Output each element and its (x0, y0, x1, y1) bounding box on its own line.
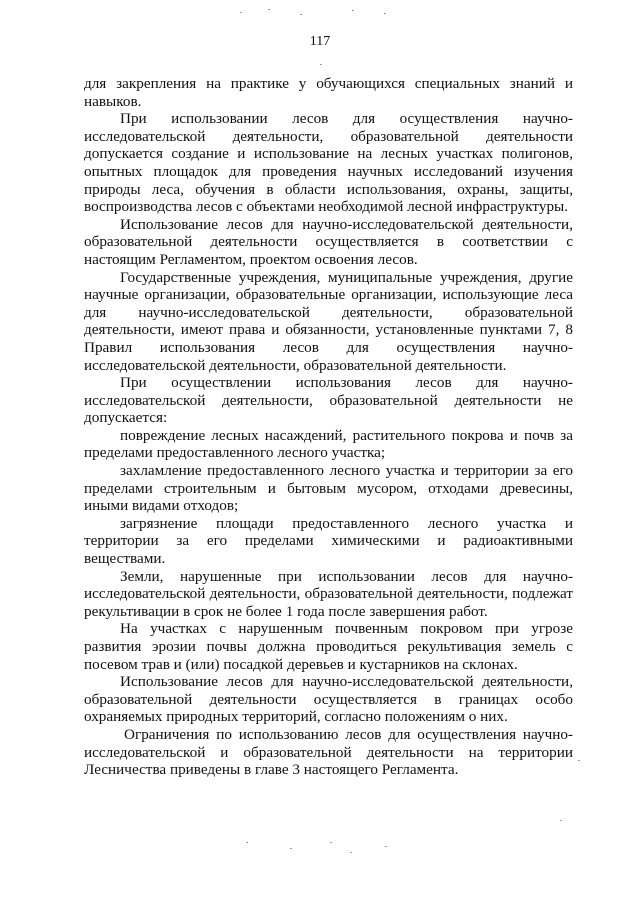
page-number: 117 (309, 34, 331, 49)
paragraph: Государственные учреждения, муниципальные учреждения, другие научные организации, образовательные организации, использующие леса для научно-исследовательской деятельности, образовательной деятельности, имеют права и обязанности, установленные пунктами 7, 8 Правил использования лесов для осуществления научно-исследовательской деятельности, образовательной деятельности. (84, 268, 573, 374)
list-item: повреждение лесных насаждений, растительного покрова и почв за пределами предоставленного лесного участка; (84, 426, 573, 462)
paragraph: Ограничения по использованию лесов для осуществления научно-исследовательской и образовательной деятельности на территории Лесничества приведены в главе 3 настоящего Регламента. (84, 725, 573, 779)
paragraph: При осуществлении использования лесов для научно-исследовательской деятельности, образовательной деятельности не допускается: (84, 374, 573, 427)
list-item: захламление предоставленного лесного участка и территории за его пределами строительным и бытовым мусором, отходами древесины, иными видами отходов; (84, 462, 573, 515)
body-text (84, 75, 573, 779)
paragraph: При использовании лесов для осуществления научно-исследовательской деятельности, образовательной деятельности допускается создание и использование на лесных участках полигонов, опытных площадок для проведения научных исследований изучения природы леса, обучения в области использования, охраны, защиты, воспроизводства лесов с объектами необходимой лесной инфраструктуры. (84, 110, 573, 216)
paragraph: Использование лесов для научно-исследовательской деятельности, образовательной деятельности осуществляется в границах особо охраняемых природных территорий, согласно положениям о них. (84, 673, 573, 726)
paragraph: На участках с нарушенным почвенным покровом при угрозе развития эрозии почвы должна проводиться рекультивация земель с посевом трав и (или) посадкой деревьев и кустарников на склонах. (84, 620, 573, 673)
paragraph-continuation: для закрепления на практике у обучающихся специальных знаний и навыков. (84, 75, 573, 110)
list-item: загрязнение площади предоставленного лесного участка и территории за его пределами химическими и радиоактивными веществами. (84, 514, 573, 568)
paragraph: Земли, нарушенные при использовании лесов для научно-исследовательской деятельности, образовательной деятельности, подлежат рекультивации в срок не более 1 года после завершения работ. (84, 567, 573, 620)
paragraph: Использование лесов для научно-исследовательской деятельности, образовательной деятельности осуществляется в соответствии с настоящим Регламентом, проектом освоения лесов. (84, 215, 573, 268)
